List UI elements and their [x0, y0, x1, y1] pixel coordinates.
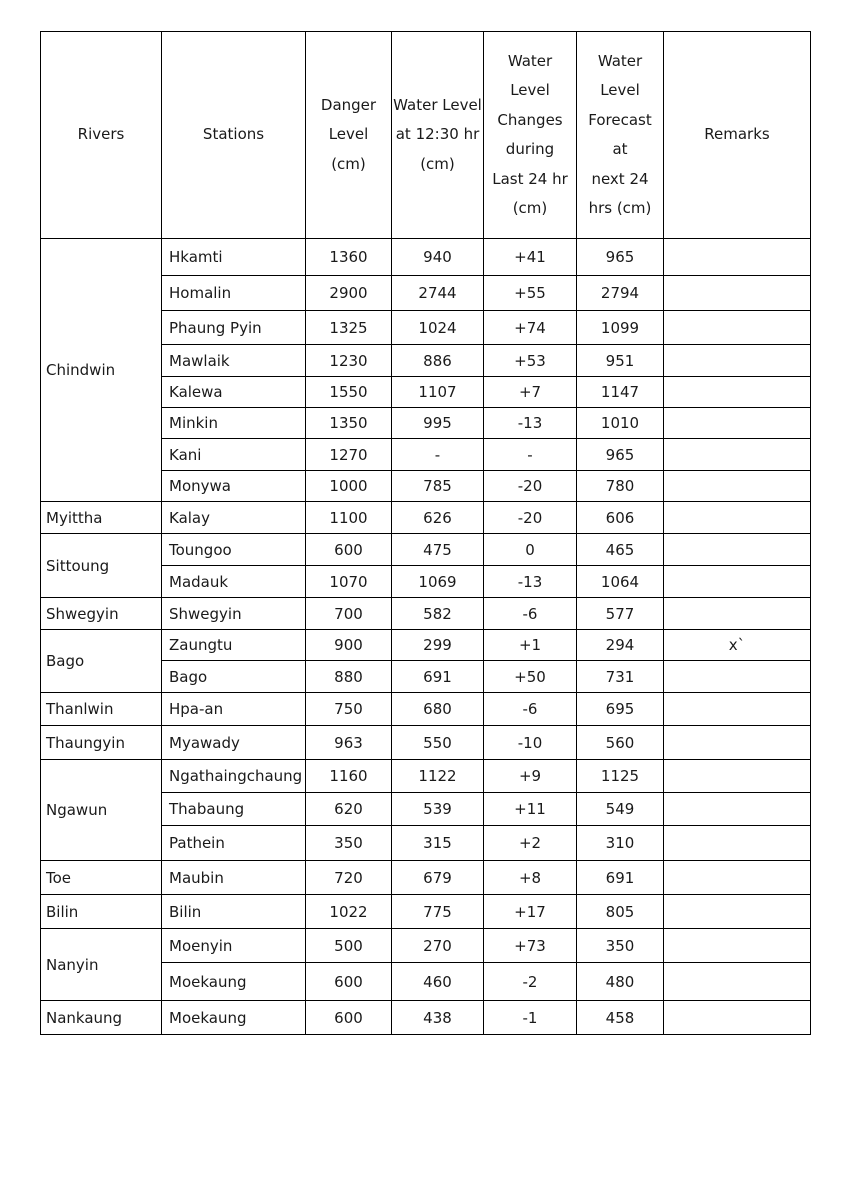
- remarks-cell: [664, 693, 811, 726]
- water-level-cell: 680: [392, 693, 484, 726]
- table-row: [41, 726, 811, 760]
- level-change-cell: +1: [484, 630, 577, 661]
- header-change-line: Water: [507, 51, 553, 70]
- header-forecast: [577, 32, 664, 239]
- station-cell: Moenyin: [162, 929, 306, 963]
- river-cell: Nankaung: [41, 1001, 162, 1035]
- river-cell: Sittoung: [41, 534, 162, 598]
- station-cell: Homalin: [162, 276, 306, 311]
- water-level-table: [40, 31, 811, 1035]
- danger-level-cell: 900: [306, 630, 392, 661]
- danger-level-cell: 1360: [306, 239, 392, 276]
- river-cell: Thaungyin: [41, 726, 162, 760]
- danger-level-cell: 700: [306, 598, 392, 630]
- water-level-cell: 691: [392, 661, 484, 693]
- water-level-cell: 785: [392, 471, 484, 502]
- forecast-cell: 951: [577, 345, 664, 377]
- river-cell: Bilin: [41, 895, 162, 929]
- station-cell: Pathein: [162, 826, 306, 861]
- water-level-cell: 550: [392, 726, 484, 760]
- danger-level-cell: 500: [306, 929, 392, 963]
- forecast-cell: 549: [577, 793, 664, 826]
- forecast-cell: 577: [577, 598, 664, 630]
- station-cell: Phaung Pyin: [162, 311, 306, 345]
- table-row: [41, 895, 811, 929]
- level-change-cell: +9: [484, 760, 577, 793]
- level-change-cell: +11: [484, 793, 577, 826]
- table-row: [41, 1001, 811, 1035]
- forecast-cell: 294: [577, 630, 664, 661]
- danger-level-cell: 720: [306, 861, 392, 895]
- forecast-cell: 965: [577, 239, 664, 276]
- remarks-cell: [664, 408, 811, 439]
- header-forecast-line: Forecast: [588, 110, 652, 129]
- remarks-cell: [664, 566, 811, 598]
- danger-level-cell: 1000: [306, 471, 392, 502]
- water-level-cell: 1024: [392, 311, 484, 345]
- header-forecast-line: Water: [597, 51, 643, 70]
- forecast-cell: 350: [577, 929, 664, 963]
- station-cell: Bago: [162, 661, 306, 693]
- table-row: [41, 598, 811, 630]
- station-cell: Moekaung: [162, 1001, 306, 1035]
- remarks-cell: [664, 534, 811, 566]
- level-change-cell: +8: [484, 861, 577, 895]
- danger-level-cell: 2900: [306, 276, 392, 311]
- danger-level-cell: 1350: [306, 408, 392, 439]
- station-cell: Zaungtu: [162, 630, 306, 661]
- water-level-cell: 299: [392, 630, 484, 661]
- station-cell: Ngathaingchaung: [162, 760, 306, 793]
- remarks-cell: [664, 826, 811, 861]
- level-change-cell: -20: [484, 471, 577, 502]
- forecast-cell: 1099: [577, 311, 664, 345]
- forecast-cell: 458: [577, 1001, 664, 1035]
- water-level-cell: 1069: [392, 566, 484, 598]
- header-forecast-line: next 24: [591, 169, 649, 188]
- station-cell: Madauk: [162, 566, 306, 598]
- header-water-line: Water Level: [393, 95, 482, 114]
- river-cell: Ngawun: [41, 760, 162, 861]
- header-forecast-line: Level: [600, 81, 640, 99]
- forecast-cell: 1064: [577, 566, 664, 598]
- remarks-cell: [664, 726, 811, 760]
- danger-level-cell: 1100: [306, 502, 392, 534]
- level-change-cell: 0: [484, 534, 577, 566]
- station-cell: Maubin: [162, 861, 306, 895]
- remarks-cell: [664, 1001, 811, 1035]
- river-cell: Bago: [41, 630, 162, 693]
- water-level-cell: 438: [392, 1001, 484, 1035]
- water-level-cell: -: [392, 439, 484, 471]
- header-danger-level: [306, 32, 392, 239]
- forecast-cell: 480: [577, 963, 664, 1001]
- forecast-cell: 1147: [577, 377, 664, 408]
- header-rivers: Rivers: [41, 32, 162, 239]
- station-cell: Hpa-an: [162, 693, 306, 726]
- level-change-cell: -13: [484, 566, 577, 598]
- river-cell: Chindwin: [41, 239, 162, 502]
- danger-level-cell: 1070: [306, 566, 392, 598]
- level-change-cell: -13: [484, 408, 577, 439]
- remarks-cell: x`: [664, 630, 811, 661]
- danger-level-cell: 1550: [306, 377, 392, 408]
- forecast-cell: 560: [577, 726, 664, 760]
- remarks-cell: [664, 963, 811, 1001]
- header-change-line: Last 24 hr: [492, 169, 568, 188]
- water-level-cell: 626: [392, 502, 484, 534]
- danger-level-cell: 600: [306, 963, 392, 1001]
- water-level-cell: 1122: [392, 760, 484, 793]
- danger-level-cell: 1160: [306, 760, 392, 793]
- remarks-cell: [664, 929, 811, 963]
- header-change-line: (cm): [512, 199, 548, 217]
- danger-level-cell: 963: [306, 726, 392, 760]
- remarks-cell: [664, 239, 811, 276]
- header-water-level: [392, 32, 484, 239]
- table-row: [41, 630, 811, 661]
- forecast-cell: 805: [577, 895, 664, 929]
- river-cell: Thanlwin: [41, 693, 162, 726]
- header-change-line: during: [505, 140, 555, 158]
- table-row: [41, 534, 811, 566]
- level-change-cell: +50: [484, 661, 577, 693]
- level-change-cell: -2: [484, 963, 577, 1001]
- water-level-cell: 475: [392, 534, 484, 566]
- level-change-cell: +7: [484, 377, 577, 408]
- danger-level-cell: 1230: [306, 345, 392, 377]
- level-change-cell: +2: [484, 826, 577, 861]
- header-water-line: at 12:30 hr: [395, 125, 480, 144]
- forecast-cell: 691: [577, 861, 664, 895]
- station-cell: Kalay: [162, 502, 306, 534]
- remarks-cell: [664, 598, 811, 630]
- forecast-cell: 965: [577, 439, 664, 471]
- header-change-line: Level: [510, 81, 550, 99]
- header-level-change: [484, 32, 577, 239]
- station-cell: Kani: [162, 439, 306, 471]
- station-cell: Myawady: [162, 726, 306, 760]
- station-cell: Mawlaik: [162, 345, 306, 377]
- water-level-cell: 539: [392, 793, 484, 826]
- remarks-cell: [664, 661, 811, 693]
- remarks-cell: [664, 861, 811, 895]
- level-change-cell: -1: [484, 1001, 577, 1035]
- river-cell: Myittha: [41, 502, 162, 534]
- header-row: [41, 32, 811, 239]
- table-row: [41, 861, 811, 895]
- table-row: [41, 239, 811, 276]
- danger-level-cell: 750: [306, 693, 392, 726]
- remarks-cell: [664, 760, 811, 793]
- header-danger-line: Level: [328, 125, 369, 144]
- header-remarks: Remarks: [664, 32, 811, 239]
- water-level-cell: 460: [392, 963, 484, 1001]
- river-cell: Nanyin: [41, 929, 162, 1001]
- header-forecast-line: at: [612, 140, 628, 158]
- header-stations: Stations: [162, 32, 306, 239]
- forecast-cell: 731: [577, 661, 664, 693]
- forecast-cell: 310: [577, 826, 664, 861]
- remarks-cell: [664, 895, 811, 929]
- danger-level-cell: 880: [306, 661, 392, 693]
- header-forecast-line: hrs (cm): [588, 199, 652, 217]
- header-danger-line: (cm): [331, 154, 366, 173]
- water-level-cell: 679: [392, 861, 484, 895]
- level-change-cell: +73: [484, 929, 577, 963]
- remarks-cell: [664, 439, 811, 471]
- water-level-cell: 2744: [392, 276, 484, 311]
- danger-level-cell: 1270: [306, 439, 392, 471]
- station-cell: Shwegyin: [162, 598, 306, 630]
- remarks-cell: [664, 276, 811, 311]
- remarks-cell: [664, 377, 811, 408]
- level-change-cell: -6: [484, 598, 577, 630]
- water-level-cell: 315: [392, 826, 484, 861]
- level-change-cell: +74: [484, 311, 577, 345]
- danger-level-cell: 620: [306, 793, 392, 826]
- level-change-cell: +55: [484, 276, 577, 311]
- table-row: [41, 929, 811, 963]
- level-change-cell: +41: [484, 239, 577, 276]
- danger-level-cell: 1022: [306, 895, 392, 929]
- danger-level-cell: 350: [306, 826, 392, 861]
- water-level-cell: 940: [392, 239, 484, 276]
- water-level-cell: 1107: [392, 377, 484, 408]
- station-cell: Kalewa: [162, 377, 306, 408]
- table-body: [41, 239, 811, 1035]
- forecast-cell: 1010: [577, 408, 664, 439]
- header-water-line: (cm): [420, 154, 455, 173]
- forecast-cell: 780: [577, 471, 664, 502]
- water-level-cell: 775: [392, 895, 484, 929]
- station-cell: Monywa: [162, 471, 306, 502]
- water-level-cell: 582: [392, 598, 484, 630]
- level-change-cell: -6: [484, 693, 577, 726]
- station-cell: Hkamti: [162, 239, 306, 276]
- water-level-cell: 270: [392, 929, 484, 963]
- header-danger-line: Danger: [320, 95, 377, 114]
- remarks-cell: [664, 471, 811, 502]
- water-level-cell: 886: [392, 345, 484, 377]
- forecast-cell: 606: [577, 502, 664, 534]
- danger-level-cell: 600: [306, 1001, 392, 1035]
- danger-level-cell: 600: [306, 534, 392, 566]
- remarks-cell: [664, 502, 811, 534]
- danger-level-cell: 1325: [306, 311, 392, 345]
- header-change-line: Changes: [497, 110, 563, 129]
- remarks-cell: [664, 793, 811, 826]
- river-cell: Toe: [41, 861, 162, 895]
- table-row: [41, 502, 811, 534]
- level-change-cell: -10: [484, 726, 577, 760]
- level-change-cell: +17: [484, 895, 577, 929]
- forecast-cell: 2794: [577, 276, 664, 311]
- station-cell: Moekaung: [162, 963, 306, 1001]
- forecast-cell: 1125: [577, 760, 664, 793]
- station-cell: Minkin: [162, 408, 306, 439]
- river-cell: Shwegyin: [41, 598, 162, 630]
- remarks-cell: [664, 311, 811, 345]
- station-cell: Thabaung: [162, 793, 306, 826]
- station-cell: Toungoo: [162, 534, 306, 566]
- remarks-cell: [664, 345, 811, 377]
- station-cell: Bilin: [162, 895, 306, 929]
- forecast-cell: 695: [577, 693, 664, 726]
- table-row: [41, 693, 811, 726]
- level-change-cell: +53: [484, 345, 577, 377]
- level-change-cell: -: [484, 439, 577, 471]
- table-header: [41, 32, 811, 239]
- table-row: [41, 760, 811, 793]
- forecast-cell: 465: [577, 534, 664, 566]
- level-change-cell: -20: [484, 502, 577, 534]
- water-level-cell: 995: [392, 408, 484, 439]
